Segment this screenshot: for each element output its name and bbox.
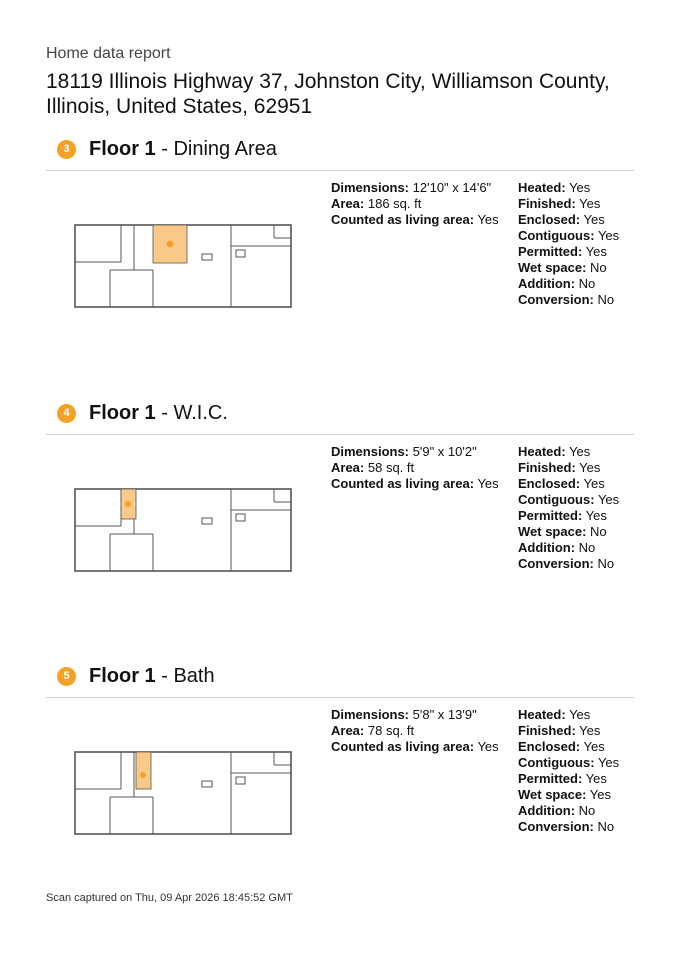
flag-addition: Addition: No: [518, 540, 596, 555]
title-separator: -: [155, 401, 174, 424]
room-name: W.I.C.: [173, 401, 228, 424]
room-header: [57, 663, 215, 689]
section-divider: [46, 697, 634, 698]
dimensions-row: Dimensions: 5'8" x 13'9": [331, 707, 477, 722]
room-flags: [518, 707, 619, 835]
dimensions-row: Dimensions: 5'9" x 10'2": [331, 444, 477, 459]
flag-finished: Finished: Yes: [518, 196, 601, 211]
floor-label: Floor 1: [89, 137, 156, 160]
flag-heated: Heated: Yes: [518, 707, 591, 722]
room-flags: [518, 444, 619, 572]
room-flags: [518, 180, 619, 308]
room-section: [0, 400, 679, 650]
room-title: [89, 402, 228, 425]
title-separator: -: [155, 137, 174, 160]
report-label: Home data report: [46, 45, 171, 62]
living-area-row: Counted as living area: Yes: [331, 739, 499, 754]
flag-contiguous: Contiguous: Yes: [518, 228, 620, 243]
living-area-row: Counted as living area: Yes: [331, 212, 499, 227]
room-section: [0, 663, 679, 913]
flag-enclosed: Enclosed: Yes: [518, 476, 605, 491]
flag-contiguous: Contiguous: Yes: [518, 755, 620, 770]
room-header: [57, 136, 277, 162]
floor-plan-thumbnail: [74, 751, 292, 835]
room-title: [89, 138, 277, 161]
property-address: 18119 Illinois Highway 37, Johnston City, Williamson County, Illinois, United States, 62951: [46, 70, 610, 118]
room-marker: [125, 501, 131, 507]
flag-permitted: Permitted: Yes: [518, 508, 607, 523]
title-separator: -: [155, 664, 174, 687]
flag-enclosed: Enclosed: Yes: [518, 739, 605, 754]
flag-wet-space: Wet space: No: [518, 524, 607, 539]
flag-heated: Heated: Yes: [518, 444, 591, 459]
flag-finished: Finished: Yes: [518, 460, 601, 475]
floor-plan-thumbnail: [74, 224, 292, 308]
flag-addition: Addition: No: [518, 276, 596, 291]
flag-conversion: Conversion: No: [518, 556, 615, 571]
living-area-row: Counted as living area: Yes: [331, 476, 499, 491]
room-details: [331, 707, 499, 755]
area-row: Area: 58 sq. ft: [331, 460, 415, 475]
dimensions-row: Dimensions: 12'10" x 14'6": [331, 180, 492, 195]
room-details: [331, 444, 499, 492]
flag-permitted: Permitted: Yes: [518, 771, 607, 786]
flag-wet-space: Wet space: No: [518, 260, 607, 275]
flag-contiguous: Contiguous: Yes: [518, 492, 620, 507]
room-number-badge: 4: [57, 404, 76, 423]
room-marker: [140, 772, 146, 778]
section-divider: [46, 170, 634, 171]
room-details: [331, 180, 499, 228]
flag-permitted: Permitted: Yes: [518, 244, 607, 259]
room-name: Bath: [173, 664, 215, 687]
floor-label: Floor 1: [89, 401, 156, 424]
flag-conversion: Conversion: No: [518, 292, 615, 307]
flag-enclosed: Enclosed: Yes: [518, 212, 605, 227]
flag-conversion: Conversion: No: [518, 819, 615, 834]
floor-plan-thumbnail: [74, 488, 292, 572]
area-row: Area: 186 sq. ft: [331, 196, 422, 211]
section-divider: [46, 434, 634, 435]
flag-finished: Finished: Yes: [518, 723, 601, 738]
room-name: Dining Area: [173, 137, 277, 160]
room-number-badge: 5: [57, 667, 76, 686]
room-section: [0, 136, 679, 386]
room-title: [89, 665, 215, 688]
room-number-badge: 3: [57, 140, 76, 159]
scan-timestamp: Scan captured on Thu, 09 Apr 2026 18:45:52 GMT: [46, 892, 293, 904]
room-highlight: [136, 752, 151, 789]
area-row: Area: 78 sq. ft: [331, 723, 415, 738]
flag-addition: Addition: No: [518, 803, 596, 818]
flag-wet-space: Wet space: Yes: [518, 787, 612, 802]
flag-heated: Heated: Yes: [518, 180, 591, 195]
room-header: [57, 400, 228, 426]
room-marker: [167, 241, 174, 248]
floor-label: Floor 1: [89, 664, 156, 687]
